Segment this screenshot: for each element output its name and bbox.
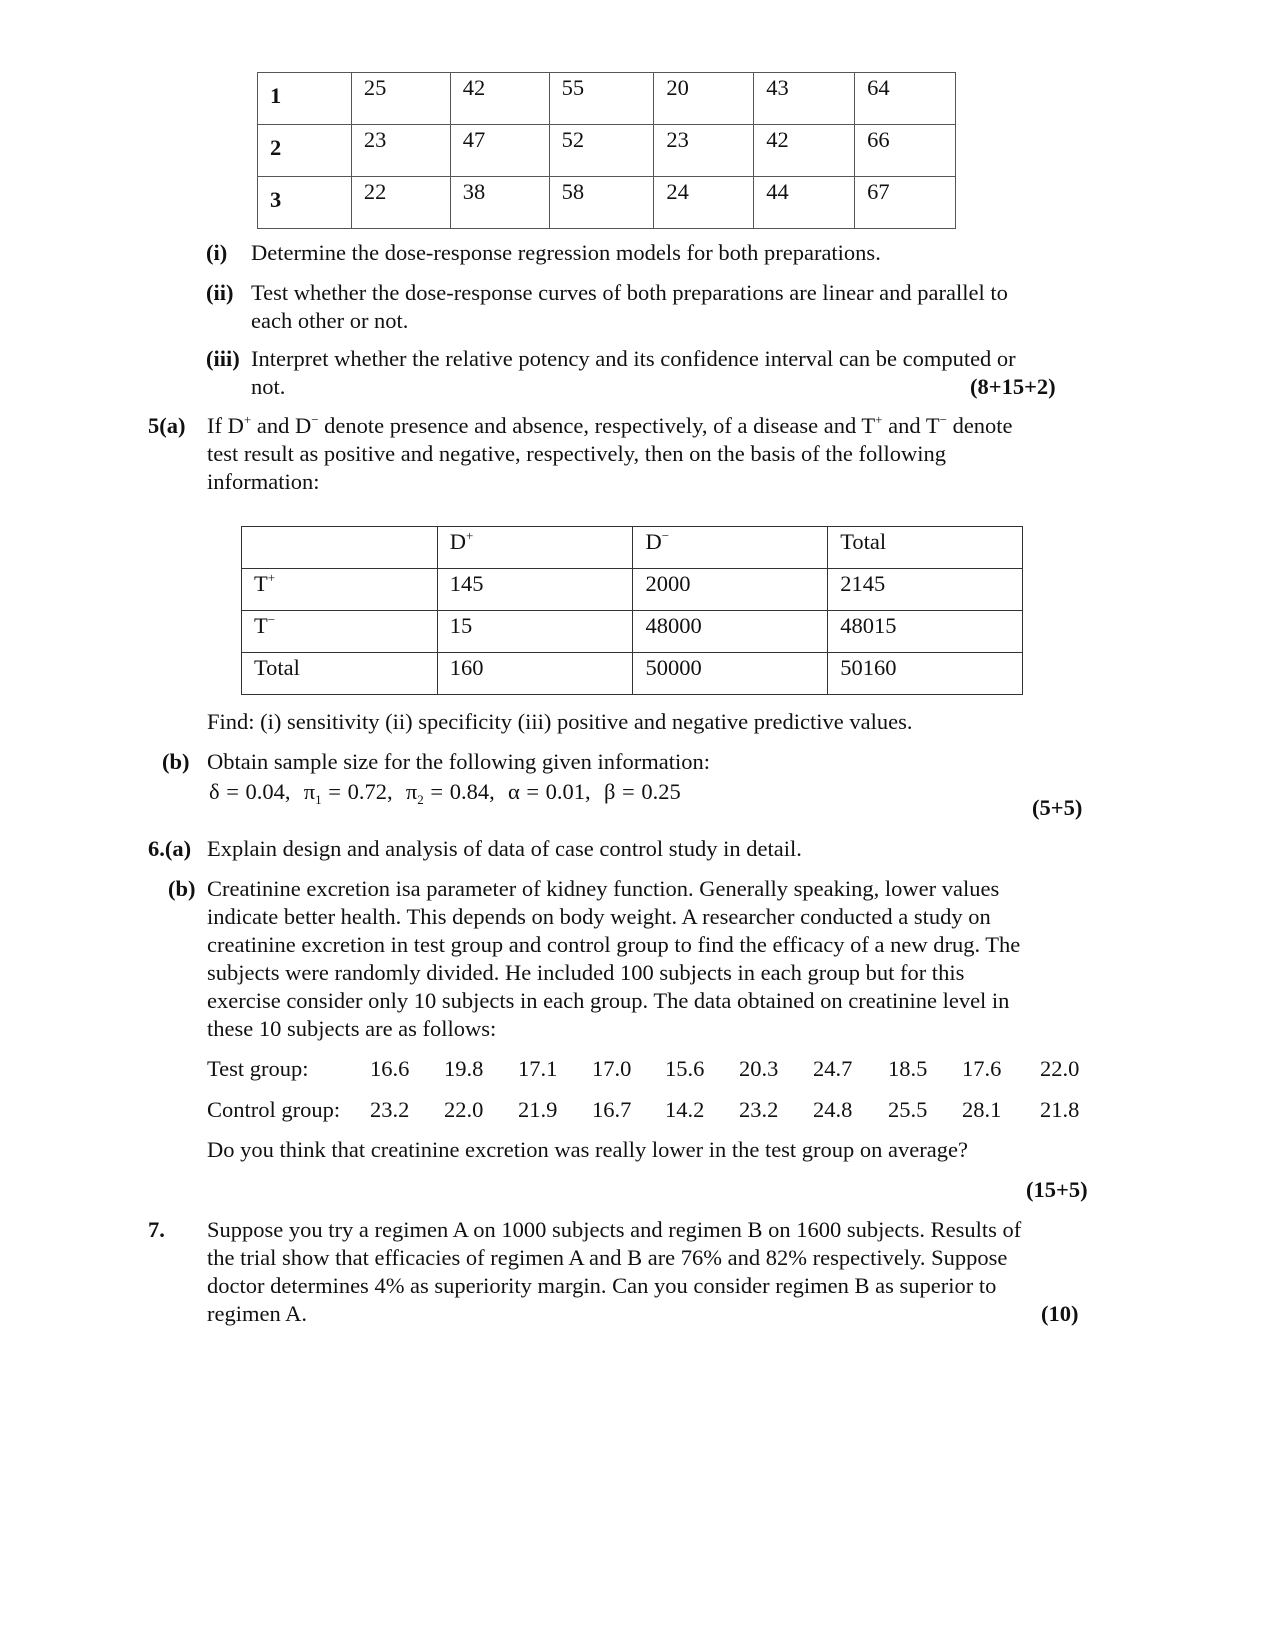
table-cell: 64 [855,73,956,125]
table-row [242,569,1023,611]
header-cell: D+ [437,527,633,569]
q6b-line: exercise consider only 10 subjects in each group. The data obtained on creatinine level in [207,988,1010,1013]
row-label: T+ [242,569,438,611]
table-row [258,125,956,177]
test-value: 18.5 [888,1056,928,1081]
q6a-label: 6.(a) [148,836,192,861]
table-cell: 23 [351,125,450,177]
control-value: 23.2 [739,1097,779,1122]
table-cell: 47 [450,125,549,177]
table-cell: 66 [855,125,956,177]
control-value: 23.2 [370,1097,410,1122]
q6b-line: indicate better health. This depends on body weight. A researcher conducted a study on [207,904,991,929]
control-value: 16.7 [592,1097,632,1122]
q5b-label: (b) [162,749,190,774]
control-value: 21.9 [518,1097,558,1122]
q4-marks: (8+15+2) [970,374,1056,399]
control-value: 14.2 [665,1097,705,1122]
test-value: 24.7 [813,1056,853,1081]
test-value: 20.3 [739,1056,779,1081]
q4-i-label: (i) [206,240,228,265]
table-cell: 2145 [828,569,1023,611]
table-cell: 23 [654,125,754,177]
control-value: 21.8 [1040,1097,1080,1122]
row-label: T− [242,611,438,653]
table-row [242,611,1023,653]
q7-label: 7. [148,1217,165,1242]
q5a-line2: test result as positive and negative, respectively, then on the basis of the following [207,441,946,466]
q4-iii-line1: Interpret whether the relative potency and its confidence interval can be computed or [251,346,1016,371]
table-cell: 58 [549,177,654,229]
q5b-formula: δ = 0.04, $\pi_1 = 0.72$, $\pi_2 = 0.84$, α = 0.01, β = 0.25 [209,779,681,807]
table-cell: 145 [437,569,633,611]
q6b-line: subjects were randomly divided. He included 100 subjects in each group but for this [207,960,965,985]
table-cell: 20 [654,73,754,125]
row-label: 3 [258,177,352,229]
q7-marks: (10) [1041,1301,1079,1326]
q6b-line: Creatinine excretion isa parameter of kidney function. Generally speaking, lower values [207,876,1000,901]
table-row [258,177,956,229]
control-group-label: Control group: [207,1097,341,1122]
q6-marks: (15+5) [1026,1177,1088,1202]
test-value: 17.6 [962,1056,1002,1081]
q4-ii-line1: Test whether the dose-response curves of both preparations are linear and parallel to [251,280,1008,305]
table-cell: 48000 [633,611,828,653]
table-cell: 42 [450,73,549,125]
test-value: 19.8 [444,1056,484,1081]
q4-ii-label: (ii) [206,280,234,305]
q5b-text: Obtain sample size for the following given information: [207,749,711,774]
q7-line: doctor determines 4% as superiority margin. Can you consider regimen B as superior to [207,1273,997,1298]
table-cell: 44 [754,177,855,229]
row-label: Total [242,653,438,695]
table-cell: 50000 [633,653,828,695]
table-cell: 160 [437,653,633,695]
table-cell: 25 [351,73,450,125]
q5a-find: Find: (i) sensitivity (ii) specificity (iii) positive and negative predictive values. [207,709,913,734]
dose-response-table [257,72,956,229]
q4-iii-label: (iii) [206,346,240,371]
q6b-line: creatinine excretion in test group and control group to find the efficacy of a new drug. The [207,932,1021,957]
q4-ii-line2: each other or not. [251,308,409,333]
table-row [242,653,1023,695]
q6a-text: Explain design and analysis of data of case control study in detail. [207,836,802,861]
control-value: 24.8 [813,1097,853,1122]
q6b-line: these 10 subjects are as follows: [207,1016,497,1041]
test-value: 17.1 [518,1056,558,1081]
q5a-label: 5(a) [148,413,186,438]
q7-line: Suppose you try a regimen A on 1000 subjects and regimen B on 1600 subjects. Results of [207,1217,1022,1242]
row-label: 1 [258,73,352,125]
q4-iii-line2: not. [251,374,286,399]
control-value: 22.0 [444,1097,484,1122]
q5-marks: (5+5) [1032,795,1083,820]
test-value: 16.6 [370,1056,410,1081]
table-cell: 55 [549,73,654,125]
test-value: 22.0 [1040,1056,1080,1081]
q5a-line3: information: [207,469,320,494]
control-value: 25.5 [888,1097,928,1122]
table-cell: 22 [351,177,450,229]
table-cell: 38 [450,177,549,229]
header-cell: Total [828,527,1023,569]
table-cell: 43 [754,73,855,125]
q7-line: the trial show that efficacies of regimen A and B are 76% and 82% respectively. Suppose [207,1245,1008,1270]
header-cell: D− [633,527,828,569]
table-cell: 50160 [828,653,1023,695]
q7-line: regimen A. [207,1301,307,1326]
table-header-row [242,527,1023,569]
q6b-label: (b) [168,876,196,901]
table-cell: 67 [855,177,956,229]
table-cell: 52 [549,125,654,177]
table-cell: 2000 [633,569,828,611]
q5a-line1: If D+ and D− denote presence and absence, respectively, of a disease and T+ and T− denote [207,412,1013,438]
control-value: 28.1 [962,1097,1002,1122]
contingency-table [241,526,1023,695]
table-cell: 15 [437,611,633,653]
table-cell: 42 [754,125,855,177]
q4-i-text: Determine the dose-response regression models for both preparations. [251,240,881,265]
table-cell: 48015 [828,611,1023,653]
test-value: 17.0 [592,1056,632,1081]
test-group-label: Test group: [207,1056,309,1081]
header-cell [242,527,438,569]
row-label: 2 [258,125,352,177]
q6b-question: Do you think that creatinine excretion was really lower in the test group on average? [207,1137,968,1162]
test-value: 15.6 [665,1056,705,1081]
table-cell: 24 [654,177,754,229]
table-row [258,73,956,125]
